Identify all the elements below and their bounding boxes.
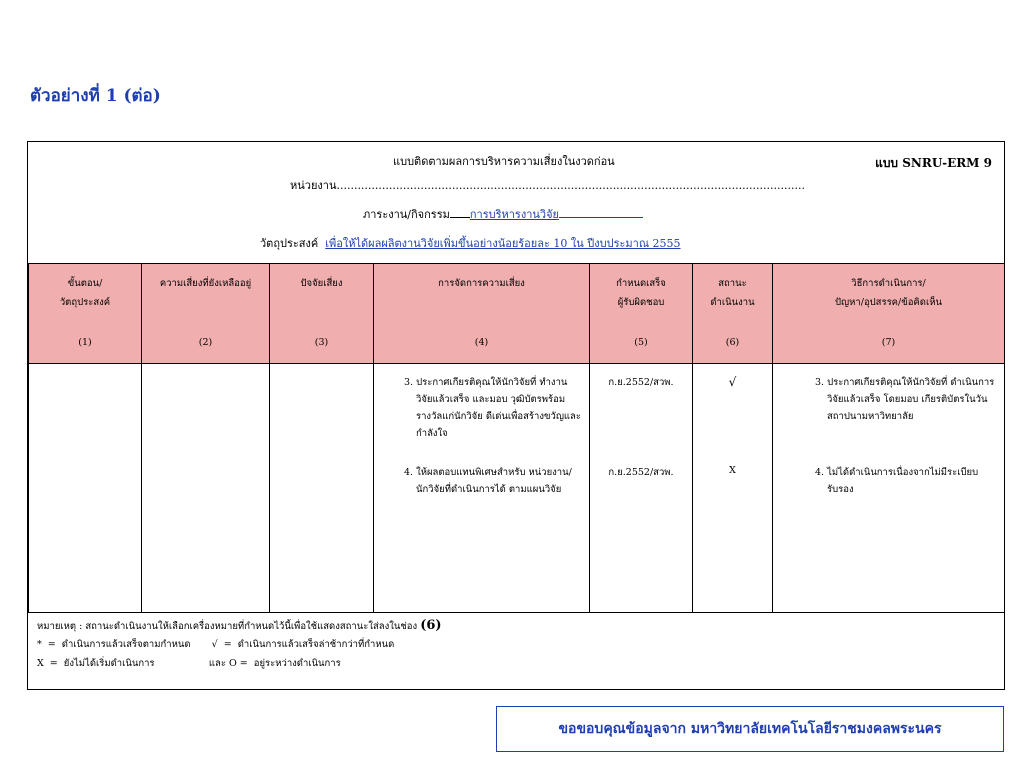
column-number: (1) [78,337,92,348]
remark-column-ref: (6) [420,618,442,633]
objective-line [260,234,681,252]
status-cell [693,364,773,613]
column-number: (2) [198,337,213,348]
unit-line: หน่วยงาน...................................................................................................................................... [290,179,806,192]
column-number: (6) [725,337,740,348]
risk-management-cell [374,364,590,613]
column-header [29,264,142,364]
column-label: กำหนดเสร็จ ผู้รับผิดชอบ [616,278,666,308]
column-number: (3) [314,337,329,348]
due-value: ก.ย.2552/สวพ. [608,377,674,388]
task-value: การบริหารงานวิจัย [469,208,559,221]
table-row [29,364,1005,613]
column-label: ปัจจัยเสี่ยง [300,278,343,289]
column-header [693,264,773,364]
remark-text: หมายเหตุ : สถานะดำเนินงานให้เลือกเครื่องหมายที่กำหนดไว้นี้เพื่อใช้แสดงสถานะใส่ลงในช่อง [37,621,418,632]
column-header [142,264,270,364]
objective-value: เพื่อให้ได้ผลผลิตงานวิจัยเพิ่มขึ้นอย่างน้อยร้อยละ 10 ใน ปีงบประมาณ 2555 [325,237,681,250]
management-item: 3. ประกาศเกียรติคุณให้นักวิจัยที่ ทำงานวิจัยแล้วเสร็จ และมอบ วุฒิบัตรพร้อมรางวัลแก่นักวิจัย ดีเด่นเพื่อสร้างขวัญและกำลังใจ [404,377,581,439]
page-heading: ตัวอย่างที่ 1 (ต่อ) [30,86,161,106]
form-code: แบบ SNRU-ERM 9 [875,156,992,170]
underline-spacer [559,207,643,218]
task-label: ภาระงาน/กิจกรรม [363,208,450,221]
risk-factor-cell [270,364,374,613]
management-item: 4. ให้ผลตอบแทนพิเศษสำหรับ หน่วยงาน/นักวิจัยที่ดำเนินการได้ ตามแผนวิจัย [404,467,572,495]
column-label: ขั้นตอน/ วัตถุประสงค์ [59,278,111,308]
table-header-row [29,264,1005,364]
form-header [28,142,1004,263]
column-number: (5) [634,337,648,348]
column-header [374,264,590,364]
remarks-section [28,612,1004,689]
method-cell [773,364,1005,613]
column-header [270,264,374,364]
method-item: 4. ไม่ได้ดำเนินการเนื่องจากไม่มีระเบียบ รับรอง [815,467,979,495]
column-number: (7) [881,337,896,348]
due-cell [590,364,693,613]
column-header [590,264,693,364]
source-credit-box: ขอขอบคุณข้อมูลจาก มหาวิทยาลัยเทคโนโลยีราชมงคลพระนคร [496,706,1004,752]
status-check-mark: √ [728,375,737,389]
due-value: ก.ย.2552/สวพ. [608,467,674,478]
column-number: (4) [474,337,489,348]
status-x-mark: X [729,465,736,476]
remaining-risk-cell [142,364,270,613]
risk-monitoring-form [27,141,1005,690]
objective-label: วัตถุประสงค์ [260,237,319,250]
column-label: วิธีการดำเนินการ/ ปัญหา/อุปสรรค/ข้อคิดเห็น [835,278,942,308]
remark-line: * = ดำเนินการแล้วเสร็จตามกำหนด √ = ดำเนินการแล้วเสร็จล่าช้ากว่าที่กำหนด [37,639,395,650]
column-label: การจัดการความเสี่ยง [438,278,525,289]
column-header [773,264,1005,364]
column-label: ความเสี่ยงที่ยังเหลืออยู่ [159,278,252,289]
method-item: 3. ประกาศเกียรติคุณให้นักวิจัยที่ ดำเนินการวิจัยแล้วเสร็จ โดยมอบ เกียรติบัตรในวันสถาปนามหาวิทยาลัย [815,377,995,422]
form-title: แบบติดตามผลการบริหารความเสี่ยงในงวดก่อน [393,155,615,168]
step-cell [29,364,142,613]
remark-line: X = ยังไม่ได้เริ่มดำเนินการ และ O = อยู่ระหว่างดำเนินการ [37,658,341,669]
column-label: สถานะ ดำเนินงาน [710,278,755,308]
risk-table [28,263,1005,613]
task-line [363,205,643,223]
underline-spacer [450,207,470,218]
remark-line [37,616,442,636]
